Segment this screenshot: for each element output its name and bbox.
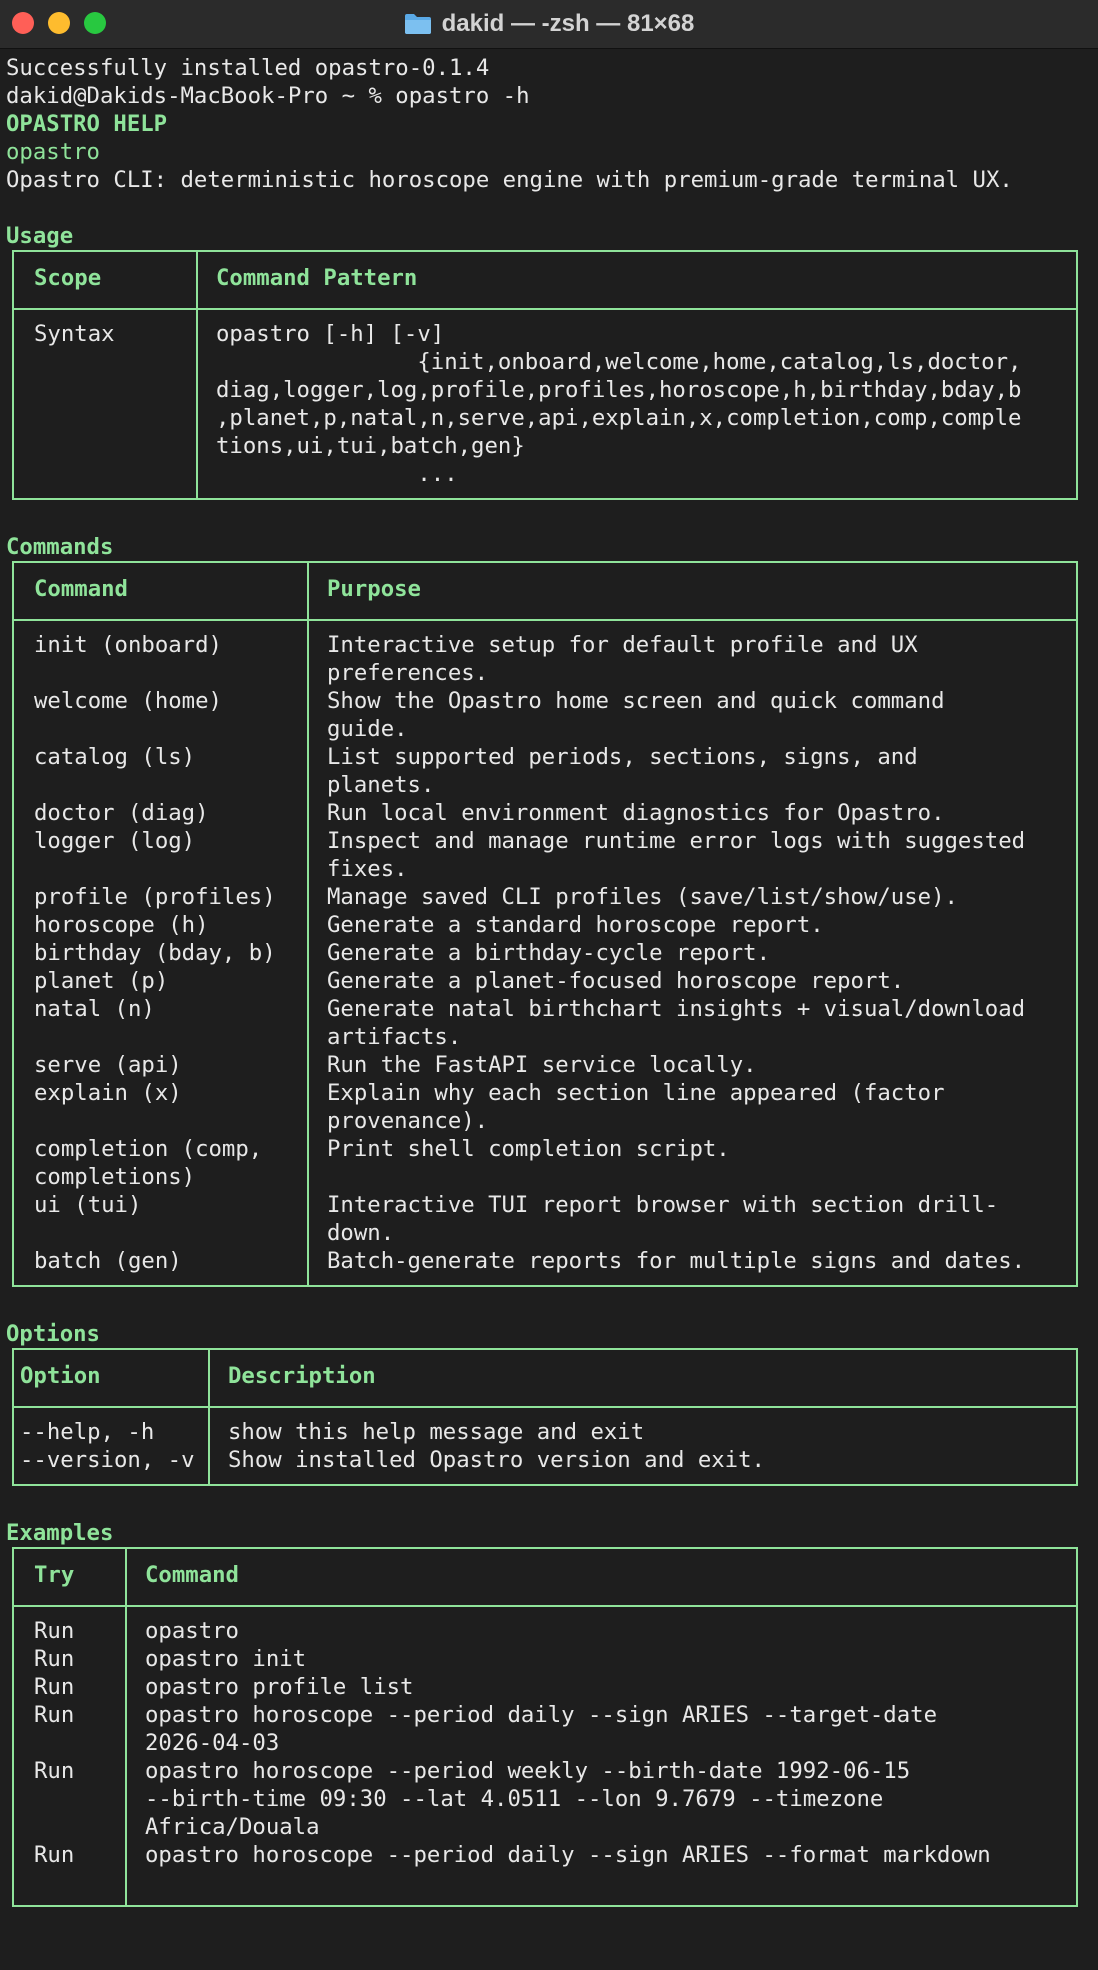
command-purpose-cell: Show the Opastro home screen and quick command (327, 688, 945, 714)
usage-scope-cell: Syntax (34, 321, 115, 347)
example-try-cell: Run (34, 1842, 75, 1868)
command-purpose-cell: Generate a planet-focused horoscope report. (327, 968, 905, 994)
command-name-cell: birthday (bday, b) (34, 940, 276, 966)
command-purpose-cell: preferences. (327, 660, 489, 686)
example-try-cell: Run (34, 1702, 75, 1728)
example-command-cell: opastro horoscope --period daily --sign ARIES --target-date (145, 1702, 938, 1728)
command-purpose-cell: Inspect and manage runtime error logs with suggested (327, 828, 1026, 854)
command-name-cell: batch (gen) (34, 1248, 182, 1274)
column-header: Option (20, 1363, 101, 1389)
usage-section-title: Usage (6, 223, 74, 249)
example-command-cell: opastro horoscope --period daily --sign ARIES --format markdown (145, 1842, 991, 1868)
folder-icon (404, 13, 432, 35)
title-bar (0, 0, 1098, 49)
install-output-line: Successfully installed opastro-0.1.4 (6, 55, 490, 81)
example-try-cell: Run (34, 1674, 75, 1700)
column-divider (208, 1350, 210, 1484)
example-command-cell: opastro profile list (145, 1674, 414, 1700)
usage-table-header (14, 252, 1076, 310)
column-header: Description (228, 1363, 376, 1389)
command-purpose-cell: provenance). (327, 1108, 489, 1134)
command-purpose-cell: List supported periods, sections, signs, and (327, 744, 918, 770)
command-name-cell: profile (profiles) (34, 884, 276, 910)
command-purpose-cell: Print shell completion script. (327, 1136, 730, 1162)
column-divider (307, 563, 309, 1285)
command-name-cell: doctor (diag) (34, 800, 209, 826)
example-command-cell: Africa/Douala (145, 1814, 320, 1840)
command-purpose-cell: Generate natal birthchart insights + visual/download (327, 996, 1026, 1022)
option-description-cell: show this help message and exit (228, 1419, 645, 1445)
options-table (12, 1348, 1078, 1486)
example-try-cell: Run (34, 1646, 75, 1672)
column-header: Command (34, 576, 128, 602)
column-divider (196, 252, 198, 498)
options-section-title: Options (6, 1321, 100, 1347)
command-name-cell: completions) (34, 1164, 196, 1190)
command-name-cell: logger (log) (34, 828, 196, 854)
column-header: Try (34, 1562, 75, 1588)
example-try-cell: Run (34, 1758, 75, 1784)
usage-pattern-cell: opastro [-h] [-v] (216, 321, 445, 347)
command-name-cell: horoscope (h) (34, 912, 209, 938)
option-description-cell: Show installed Opastro version and exit. (228, 1447, 765, 1473)
example-command-cell: opastro init (145, 1646, 307, 1672)
help-title: OPASTRO HELP (6, 111, 168, 137)
command-name-cell: catalog (ls) (34, 744, 196, 770)
examples-section-title: Examples (6, 1520, 114, 1546)
command-name-cell: planet (p) (34, 968, 169, 994)
command-purpose-cell: Generate a birthday-cycle report. (327, 940, 770, 966)
command-purpose-cell: down. (327, 1220, 395, 1246)
example-command-cell: 2026-04-03 (145, 1730, 280, 1756)
command-purpose-cell: Interactive setup for default profile and UX (327, 632, 918, 658)
command-name-cell: explain (x) (34, 1080, 182, 1106)
command-purpose-cell: Manage saved CLI profiles (save/list/show/use). (327, 884, 958, 910)
commands-section-title: Commands (6, 534, 114, 560)
example-command-cell: opastro (145, 1618, 239, 1644)
shell-prompt-line: dakid@Dakids-MacBook-Pro ~ % opastro -h (6, 83, 530, 109)
command-purpose-cell: guide. (327, 716, 408, 742)
program-description: Opastro CLI: deterministic horoscope engine with premium-grade terminal UX. (6, 167, 1013, 193)
option-flag-cell: --version, -v (20, 1447, 195, 1473)
command-purpose-cell: Generate a standard horoscope report. (327, 912, 824, 938)
commands-table (12, 561, 1078, 1287)
program-name: opastro (6, 139, 100, 165)
command-name-cell: welcome (home) (34, 688, 222, 714)
usage-pattern-cell: diag,logger,log,profile,profiles,horoscope,h,birthday,bday,b (216, 377, 1022, 403)
command-purpose-cell: Interactive TUI report browser with section drill- (327, 1192, 999, 1218)
column-divider (125, 1549, 127, 1905)
examples-table (12, 1547, 1078, 1907)
column-header: Command Pattern (216, 265, 418, 291)
command-purpose-cell: planets. (327, 772, 435, 798)
command-name-cell: completion (comp, (34, 1136, 263, 1162)
usage-pattern-cell: ,planet,p,natal,n,serve,api,explain,x,completion,comp,comple (216, 405, 1022, 431)
usage-table (12, 250, 1078, 500)
command-purpose-cell: fixes. (327, 856, 408, 882)
command-purpose-cell: Batch-generate reports for multiple signs and dates. (327, 1248, 1026, 1274)
usage-pattern-cell: ... (216, 461, 458, 487)
window-title-area (0, 0, 1098, 48)
example-command-cell: --birth-time 09:30 --lat 4.0511 --lon 9.7679 --timezone (145, 1786, 884, 1812)
command-purpose-cell: artifacts. (327, 1024, 462, 1050)
usage-pattern-cell: {init,onboard,welcome,home,catalog,ls,doctor, (216, 349, 1022, 375)
command-purpose-cell: Run the FastAPI service locally. (327, 1052, 757, 1078)
column-header: Purpose (327, 576, 421, 602)
command-purpose-cell: Explain why each section line appeared (factor (327, 1080, 945, 1106)
command-name-cell: ui (tui) (34, 1192, 142, 1218)
usage-pattern-cell: tions,ui,tui,batch,gen} (216, 433, 525, 459)
command-name-cell: init (onboard) (34, 632, 222, 658)
commands-table-header (14, 563, 1076, 621)
column-header: Scope (34, 265, 102, 291)
option-flag-cell: --help, -h (20, 1419, 155, 1445)
command-name-cell: natal (n) (34, 996, 155, 1022)
example-try-cell: Run (34, 1618, 75, 1644)
window-title: dakid — -zsh — 81×68 (441, 10, 695, 37)
example-command-cell: opastro horoscope --period weekly --birth-date 1992-06-15 (145, 1758, 911, 1784)
column-header: Command (145, 1562, 239, 1588)
options-table-header (14, 1350, 1076, 1408)
command-name-cell: serve (api) (34, 1052, 182, 1078)
command-purpose-cell: Run local environment diagnostics for Opastro. (327, 800, 945, 826)
